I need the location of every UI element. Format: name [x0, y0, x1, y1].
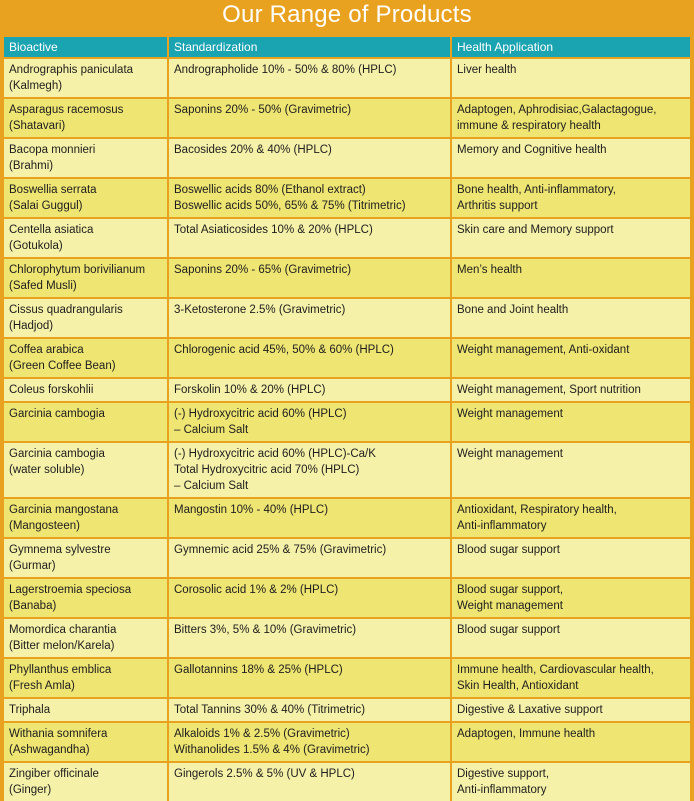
- cell-bioactive-line: Chlorophytum borivilianum: [9, 264, 146, 276]
- table-row: [4, 618, 690, 658]
- cell-health-application-line: Adaptogen, Aphrodisiac,Galactagogue,: [457, 104, 657, 116]
- table-row: [4, 402, 690, 442]
- cell-health-application: [451, 722, 690, 762]
- table-row: [4, 578, 690, 618]
- cell-bioactive: [4, 218, 168, 258]
- cell-bioactive-line: Garcinia mangostana: [9, 504, 119, 516]
- cell-standardization-line: Gymnemic acid 25% & 75% (Gravimetric): [174, 544, 387, 556]
- cell-bioactive-line: Andrographis paniculata: [9, 64, 134, 76]
- cell-health-application: [451, 218, 690, 258]
- cell-health-application-line: Weight management: [457, 600, 563, 612]
- cell-bioactive: [4, 138, 168, 178]
- cell-health-application-line: Bone and Joint health: [457, 304, 569, 316]
- cell-bioactive: [4, 538, 168, 578]
- table-row: [4, 698, 690, 722]
- header-health-application: Health Application: [451, 37, 690, 58]
- table-row: [4, 338, 690, 378]
- cell-health-application: [451, 618, 690, 658]
- cell-bioactive: [4, 258, 168, 298]
- cell-bioactive-line: (Banaba): [9, 600, 57, 612]
- header-standardization: Standardization: [168, 37, 451, 58]
- cell-bioactive-line: Phyllanthus emblica: [9, 664, 112, 676]
- cell-health-application-line: Arthritis support: [457, 200, 538, 212]
- table-body: [4, 58, 690, 801]
- cell-standardization: [168, 698, 451, 722]
- cell-health-application-line: Blood sugar support: [457, 544, 560, 556]
- cell-bioactive-line: Coleus forskohlii: [9, 384, 94, 396]
- cell-health-application: [451, 402, 690, 442]
- table-row: [4, 378, 690, 402]
- cell-bioactive: [4, 578, 168, 618]
- cell-health-application-line: Weight management, Anti-oxidant: [457, 344, 630, 356]
- cell-bioactive-line: Zingiber officinale: [9, 768, 99, 780]
- cell-health-application-line: Weight management: [457, 448, 563, 460]
- cell-bioactive-line: (Kalmegh): [9, 80, 63, 92]
- cell-health-application-line: Anti-inflammatory: [457, 520, 547, 532]
- cell-health-application-line: Bone health, Anti-inflammatory,: [457, 184, 616, 196]
- cell-bioactive-line: Withania somnifera: [9, 728, 108, 740]
- cell-health-application-line: Antioxidant, Respiratory health,: [457, 504, 617, 516]
- cell-standardization: [168, 258, 451, 298]
- cell-standardization-line: Bacosides 20% & 40% (HPLC): [174, 144, 332, 156]
- cell-bioactive-line: Boswellia serrata: [9, 184, 97, 196]
- cell-standardization-line: Alkaloids 1% & 2.5% (Gravimetric): [174, 728, 350, 740]
- cell-standardization-line: Chlorogenic acid 45%, 50% & 60% (HPLC): [174, 344, 394, 356]
- cell-health-application: [451, 762, 690, 801]
- table-row: [4, 498, 690, 538]
- cell-health-application: [451, 578, 690, 618]
- cell-bioactive-line: Bacopa monnieri: [9, 144, 96, 156]
- cell-health-application: [451, 298, 690, 338]
- cell-bioactive-line: Triphala: [9, 704, 51, 716]
- cell-standardization: [168, 618, 451, 658]
- cell-bioactive-line: Garcinia cambogia: [9, 448, 105, 460]
- cell-bioactive-line: (Gurmar): [9, 560, 56, 572]
- cell-bioactive-line: (Hadjod): [9, 320, 54, 332]
- cell-bioactive-line: Gymnema sylvestre: [9, 544, 111, 556]
- cell-health-application: [451, 442, 690, 498]
- cell-bioactive: [4, 98, 168, 138]
- cell-bioactive: [4, 698, 168, 722]
- cell-bioactive-line: Cissus quadrangularis: [9, 304, 123, 316]
- cell-standardization-line: (-) Hydroxycitric acid 60% (HPLC)-Ca/K: [174, 448, 376, 460]
- cell-bioactive: [4, 298, 168, 338]
- cell-bioactive-line: (Gotukola): [9, 240, 63, 252]
- cell-bioactive: [4, 178, 168, 218]
- cell-standardization: [168, 402, 451, 442]
- cell-standardization-line: – Calcium Salt: [174, 480, 249, 492]
- cell-standardization-line: Corosolic acid 1% & 2% (HPLC): [174, 584, 339, 596]
- table-row: [4, 178, 690, 218]
- cell-health-application-line: Blood sugar support,: [457, 584, 564, 596]
- cell-health-application: [451, 58, 690, 98]
- cell-health-application-line: Skin Health, Antioxidant: [457, 680, 579, 692]
- header-bioactive: Bioactive: [4, 37, 168, 58]
- cell-standardization: [168, 218, 451, 258]
- cell-standardization-line: Gingerols 2.5% & 5% (UV & HPLC): [174, 768, 355, 780]
- cell-health-application: [451, 378, 690, 402]
- cell-standardization-line: Andrographolide 10% - 50% & 80% (HPLC): [174, 64, 397, 76]
- cell-health-application: [451, 698, 690, 722]
- cell-standardization: [168, 298, 451, 338]
- cell-standardization: [168, 138, 451, 178]
- cell-bioactive: [4, 402, 168, 442]
- cell-standardization: [168, 658, 451, 698]
- cell-health-application: [451, 258, 690, 298]
- cell-bioactive: [4, 442, 168, 498]
- cell-bioactive-line: Lagerstroemia speciosa: [9, 584, 132, 596]
- cell-standardization-line: Boswellic acids 80% (Ethanol extract): [174, 184, 366, 196]
- cell-health-application-line: Weight management: [457, 408, 563, 420]
- table-row: [4, 58, 690, 98]
- cell-health-application: [451, 538, 690, 578]
- cell-bioactive: [4, 722, 168, 762]
- table-row: [4, 218, 690, 258]
- cell-standardization-line: Gallotannins 18% & 25% (HPLC): [174, 664, 343, 676]
- table-row: [4, 538, 690, 578]
- table-header-row: [4, 37, 690, 58]
- cell-standardization-line: Total Tannins 30% & 40% (Titrimetric): [174, 704, 366, 716]
- table-row: [4, 298, 690, 338]
- cell-health-application-line: Skin care and Memory support: [457, 224, 614, 236]
- cell-health-application: [451, 138, 690, 178]
- cell-standardization-line: Total Asiaticosides 10% & 20% (HPLC): [174, 224, 373, 236]
- page-title: Our Range of Products: [222, 1, 472, 28]
- cell-bioactive-line: (Shatavari): [9, 120, 66, 132]
- cell-health-application-line: Digestive support,: [457, 768, 550, 780]
- table-row: [4, 722, 690, 762]
- cell-health-application-line: Immune health, Cardiovascular health,: [457, 664, 654, 676]
- cell-bioactive-line: (Salai Guggul): [9, 200, 83, 212]
- cell-bioactive-line: Garcinia cambogia: [9, 408, 105, 420]
- cell-standardization: [168, 58, 451, 98]
- table-row: [4, 658, 690, 698]
- cell-standardization: [168, 762, 451, 801]
- cell-standardization: [168, 98, 451, 138]
- cell-standardization: [168, 178, 451, 218]
- cell-bioactive-line: (Green Coffee Bean): [9, 360, 116, 372]
- cell-bioactive-line: Coffea arabica: [9, 344, 84, 356]
- cell-standardization: [168, 442, 451, 498]
- cell-bioactive-line: Centella asiatica: [9, 224, 94, 236]
- cell-standardization: [168, 538, 451, 578]
- cell-health-application-line: Digestive & Laxative support: [457, 704, 603, 716]
- cell-health-application-line: Blood sugar support: [457, 624, 560, 636]
- table-row: [4, 258, 690, 298]
- products-table: [4, 37, 690, 801]
- cell-health-application: [451, 98, 690, 138]
- cell-bioactive-line: (Safed Musli): [9, 280, 77, 292]
- cell-bioactive: [4, 618, 168, 658]
- cell-health-application-line: Liver health: [457, 64, 517, 76]
- table-row: [4, 98, 690, 138]
- cell-standardization-line: Total Hydroxycitric acid 70% (HPLC): [174, 464, 360, 476]
- cell-health-application-line: Adaptogen, Immune health: [457, 728, 596, 740]
- cell-bioactive: [4, 378, 168, 402]
- cell-bioactive-line: (water soluble): [9, 464, 85, 476]
- cell-health-application-line: Men’s health: [457, 264, 522, 276]
- cell-bioactive-line: (Brahmi): [9, 160, 54, 172]
- cell-standardization-line: Withanolides 1.5% & 4% (Gravimetric): [174, 744, 370, 756]
- cell-standardization: [168, 498, 451, 538]
- cell-standardization-line: Bitters 3%, 5% & 10% (Gravimetric): [174, 624, 357, 636]
- cell-standardization-line: (-) Hydroxycitric acid 60% (HPLC): [174, 408, 347, 420]
- cell-standardization-line: Mangostin 10% - 40% (HPLC): [174, 504, 329, 516]
- cell-bioactive-line: (Fresh Amla): [9, 680, 75, 692]
- cell-bioactive-line: (Bitter melon/Karela): [9, 640, 115, 652]
- cell-health-application-line: Weight management, Sport nutrition: [457, 384, 641, 396]
- cell-health-application-line: Anti-inflammatory: [457, 784, 547, 796]
- cell-bioactive-line: (Ashwagandha): [9, 744, 90, 756]
- cell-standardization-line: – Calcium Salt: [174, 424, 249, 436]
- cell-health-application: [451, 658, 690, 698]
- cell-bioactive: [4, 58, 168, 98]
- cell-standardization: [168, 378, 451, 402]
- cell-bioactive: [4, 498, 168, 538]
- cell-standardization-line: Boswellic acids 50%, 65% & 75% (Titrimetric): [174, 200, 406, 212]
- table-row: [4, 138, 690, 178]
- cell-bioactive-line: Asparagus racemosus: [9, 104, 124, 116]
- table-row: [4, 762, 690, 801]
- cell-bioactive: [4, 338, 168, 378]
- cell-bioactive-line: (Ginger): [9, 784, 52, 796]
- cell-standardization: [168, 338, 451, 378]
- cell-standardization-line: Saponins 20% - 65% (Gravimetric): [174, 264, 352, 276]
- cell-health-application: [451, 498, 690, 538]
- cell-bioactive-line: (Mangosteen): [9, 520, 80, 532]
- table-row: [4, 442, 690, 498]
- cell-standardization: [168, 578, 451, 618]
- cell-health-application: [451, 178, 690, 218]
- cell-standardization-line: Forskolin 10% & 20% (HPLC): [174, 384, 326, 396]
- cell-standardization-line: 3-Ketosterone 2.5% (Gravimetric): [174, 304, 346, 316]
- cell-health-application: [451, 338, 690, 378]
- cell-standardization-line: Saponins 20% - 50% (Gravimetric): [174, 104, 352, 116]
- cell-standardization: [168, 722, 451, 762]
- cell-health-application-line: Memory and Cognitive health: [457, 144, 607, 156]
- cell-health-application-line: immune & respiratory health: [457, 120, 601, 132]
- cell-bioactive: [4, 658, 168, 698]
- cell-bioactive: [4, 762, 168, 801]
- cell-bioactive-line: Momordica charantia: [9, 624, 117, 636]
